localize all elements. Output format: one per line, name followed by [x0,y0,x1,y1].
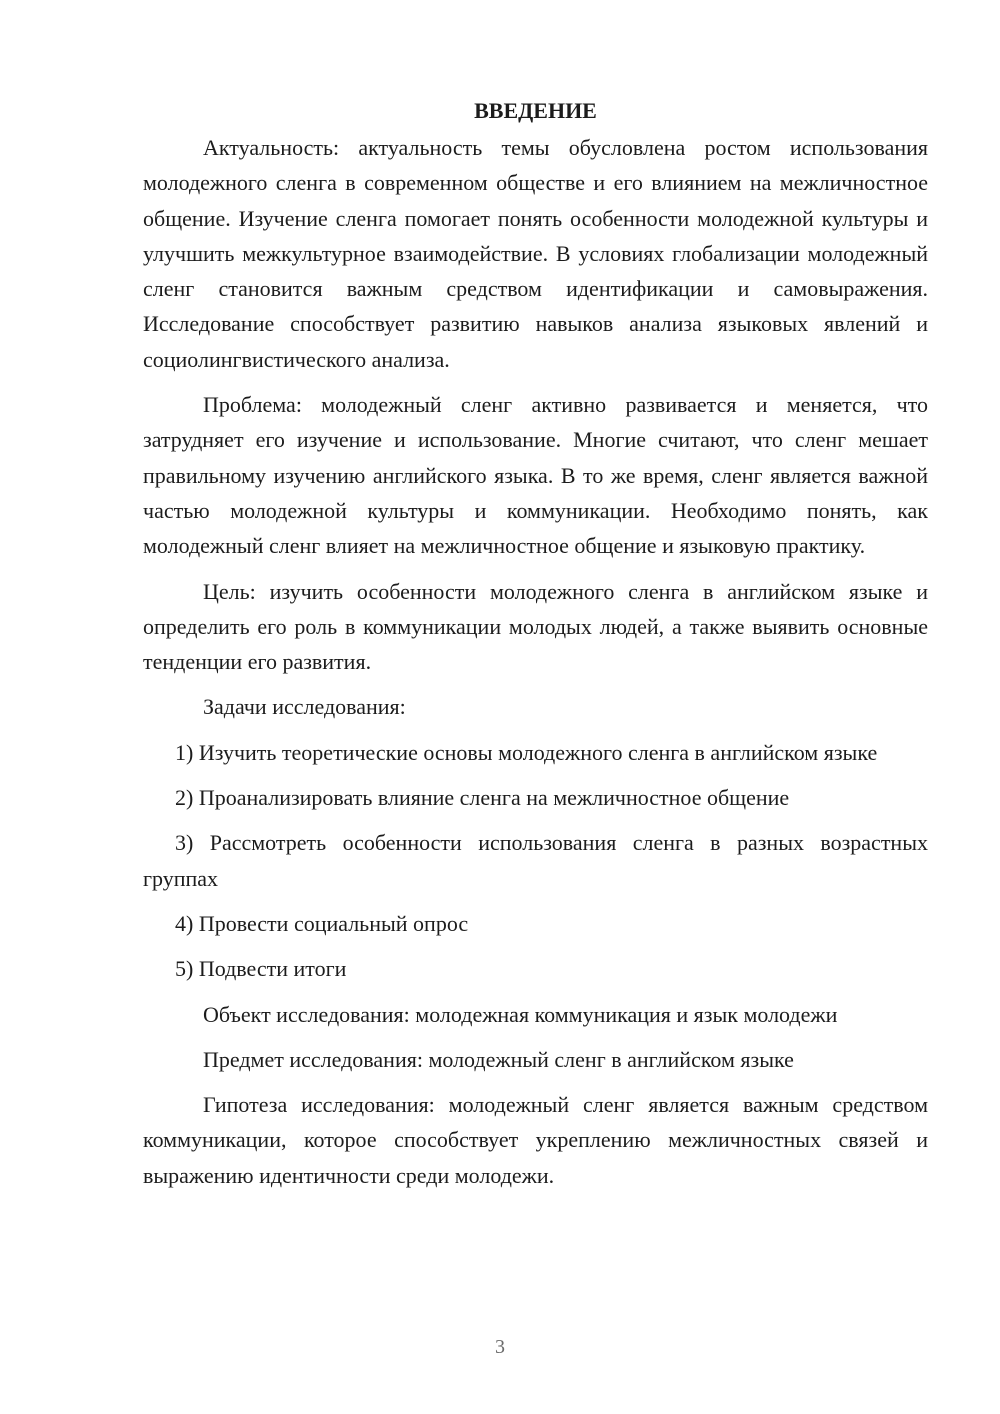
hypothesis-paragraph: Гипотеза исследования: молодежный сленг является важным средством коммуникации, которое способствует укреплению межличностных связей и выражению идентичности среди молодежи. [143,1092,928,1188]
task-item-4: 4) Провести социальный опрос [175,910,469,936]
tasks-title: Задачи исследования: [203,694,406,720]
goal-paragraph: Цель: изучить особенности молодежного сленга в английском языке и определить его роль в коммуникации молодых людей, а также выявить основные тенденции его развития. [143,578,928,675]
text-column [143,93,928,1203]
task-item-5: 5) Подвести итоги [175,956,347,982]
page-number: 3 [495,1336,505,1358]
problem-paragraph: Проблема: молодежный сленг активно развивается и меняется, что затрудняет его изучение и использование. Многие считают, что сленг мешает правильному изучению английского языка. В то же время, сленг является важной частью молодежной культуры и коммуникации. Необходимо понять, как молодежный сленг влияет на межличностное общение и языковую практику. [143,392,928,559]
research-object-paragraph: Объект исследования: молодежная коммуникация и язык молодежи [203,1001,838,1027]
task-item-2: 2) Проанализировать влияние сленга на межличностное общение [175,785,790,811]
task-item-3: 3) Рассмотреть особенности использования сленга в разных возрастных группах [143,830,928,891]
relevance-paragraph: Актуальность: актуальность темы обусловлена ростом использования молодежного сленга в современном обществе и его влиянием на межличностное общение. Изучение сленга помогает понять особенности молодежной культуры и улучшить межкультурное взаимодействие. В условиях глобализации молодежный сленг становится важным средством идентификации и самовыражения. Исследование способствует развитию навыков анализа языковых явлений и социолингвистического анализа. [143,135,928,372]
section-heading: ВВЕДЕНИЕ [474,98,597,123]
research-subject-paragraph: Предмет исследования: молодежный сленг в английском языке [203,1046,794,1072]
task-item-1: 1) Изучить теоретические основы молодежного сленга в английском языке [175,739,878,765]
